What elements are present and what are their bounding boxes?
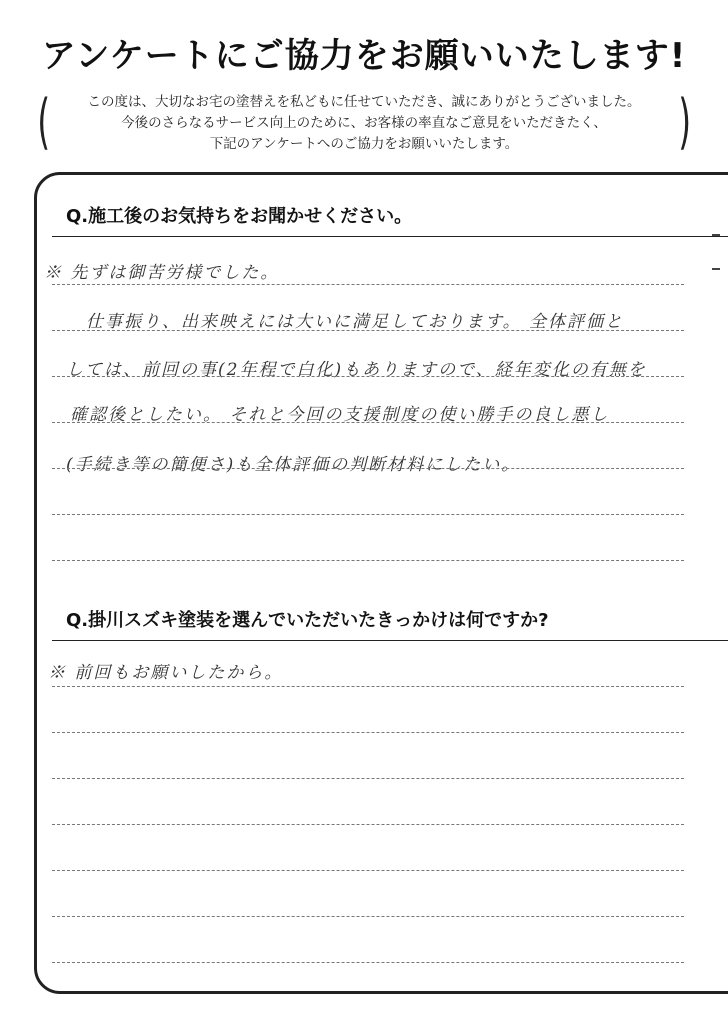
intro-box [37, 87, 691, 158]
answer-rule [52, 870, 684, 871]
answer-rule [52, 560, 684, 561]
answer-rule [52, 732, 684, 733]
answer-rule [52, 284, 684, 285]
answer-1-line-5: (手続き等の簡便さ)も全体評価の判断材料にしたい。 [66, 455, 521, 475]
survey-title: アンケートにご協力をお願いいたします! [41, 36, 687, 76]
answer-rule [52, 916, 684, 917]
answer-rule [52, 778, 684, 779]
answer-rule [52, 376, 684, 377]
question-1-rule [52, 236, 728, 237]
answer-rule [52, 422, 684, 423]
edge-mark [712, 234, 720, 236]
answer-1-line-1: ※ 先ずは御苦労様でした。 [44, 263, 280, 283]
answer-rule [52, 330, 684, 331]
left-bracket: ( [37, 87, 51, 157]
edge-mark [712, 268, 720, 270]
answer-rule [52, 468, 684, 469]
answer-1-line-2: 仕事振り、出来映えには大いに満足しております。 全体評価と [86, 312, 625, 332]
question-2-rule [52, 640, 728, 641]
intro-line: この度は、大切なお宅の塗替えを私どもに任せていただき、誠にありがとうございました。 [87, 94, 641, 110]
intro-text [60, 92, 668, 155]
intro-line: 今後のさらなるサービス向上のために、お客様の率直なご意見をいただきたく、 [121, 115, 607, 131]
answer-1-line-4: 確認後としたい。 それと今回の支援制度の使い勝手の良し悪し [70, 405, 610, 425]
answer-rule [52, 686, 684, 687]
answer-2-line-1: ※ 前回もお願いしたから。 [48, 663, 284, 683]
answer-1-line-3: しては、前回の事(2年程で白化)もありますので、経年変化の有無を [66, 360, 647, 380]
question-2-label: Q.掛川スズキ塗装を選んでいただいたきっかけは何ですか? [66, 610, 549, 631]
intro-line: 下記のアンケートへのご協力をお願いいたします。 [209, 136, 519, 152]
answer-rule [52, 962, 684, 963]
right-bracket: ) [677, 87, 691, 157]
question-1-label: Q.施工後のお気持ちをお聞かせください。 [66, 206, 413, 227]
answer-rule [52, 514, 684, 515]
answer-rule [52, 824, 684, 825]
